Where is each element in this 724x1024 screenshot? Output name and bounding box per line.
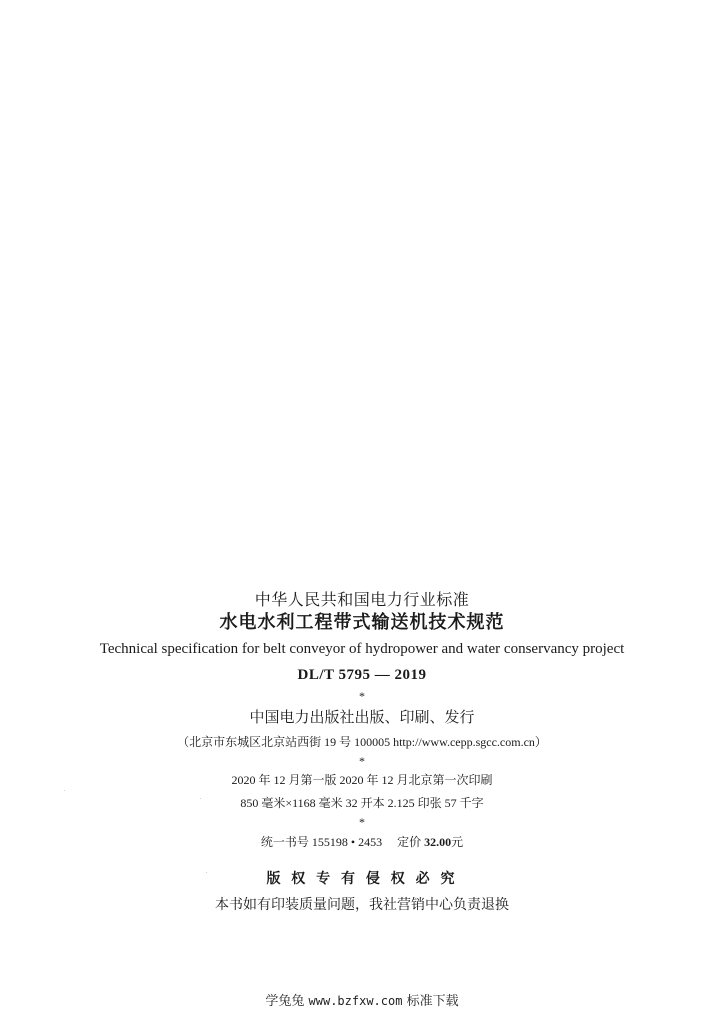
separator-asterisk: * <box>359 815 365 829</box>
price-value: 32.00 <box>424 835 452 849</box>
download-footer <box>0 995 724 1008</box>
price-label: 定价 <box>397 835 422 849</box>
publisher: 中国电力出版社出版、印刷、发行 <box>249 708 475 726</box>
footer-site-url[interactable]: www.bzfxw.com <box>308 994 403 1008</box>
scan-speck <box>64 790 65 791</box>
isbn-price-line <box>0 836 724 848</box>
isbn-label: 统一书号 155198 • 2453 <box>260 835 383 849</box>
footer-site-name: 学兔兔 <box>265 994 305 1009</box>
scan-speck <box>200 798 201 799</box>
separator-asterisk: * <box>359 754 365 768</box>
format-info: 850 毫米×1168 毫米 32 开本 2.125 印张 57 千字 <box>240 796 484 810</box>
standard-type: 中华人民共和国电力行业标准 <box>254 590 470 609</box>
standard-number: DL/T 5795 — 2019 <box>297 667 427 683</box>
title-chinese: 水电水利工程带式输送机技术规范 <box>219 612 505 633</box>
edition-info: 2020 年 12 月第一版 2020 年 12 月北京第一次印刷 <box>231 773 493 787</box>
quality-notice: 本书如有印装质量问题，我社营销中心负责退换 <box>215 897 509 913</box>
scan-speck <box>206 872 207 873</box>
footer-tagline: 标准下载 <box>406 994 459 1009</box>
title-english: Technical specification for belt conveyor of hydropower and water conservancy project <box>99 641 625 657</box>
copyright-statement: 版 权 专 有 侵 权 必 究 <box>266 871 458 887</box>
publisher-address: （北京市东城区北京站西街 19 号 100005 http://www.cepp.sgcc.com.cn） <box>177 735 547 749</box>
price-unit: 元 <box>451 835 464 849</box>
separator-asterisk: * <box>359 689 365 703</box>
